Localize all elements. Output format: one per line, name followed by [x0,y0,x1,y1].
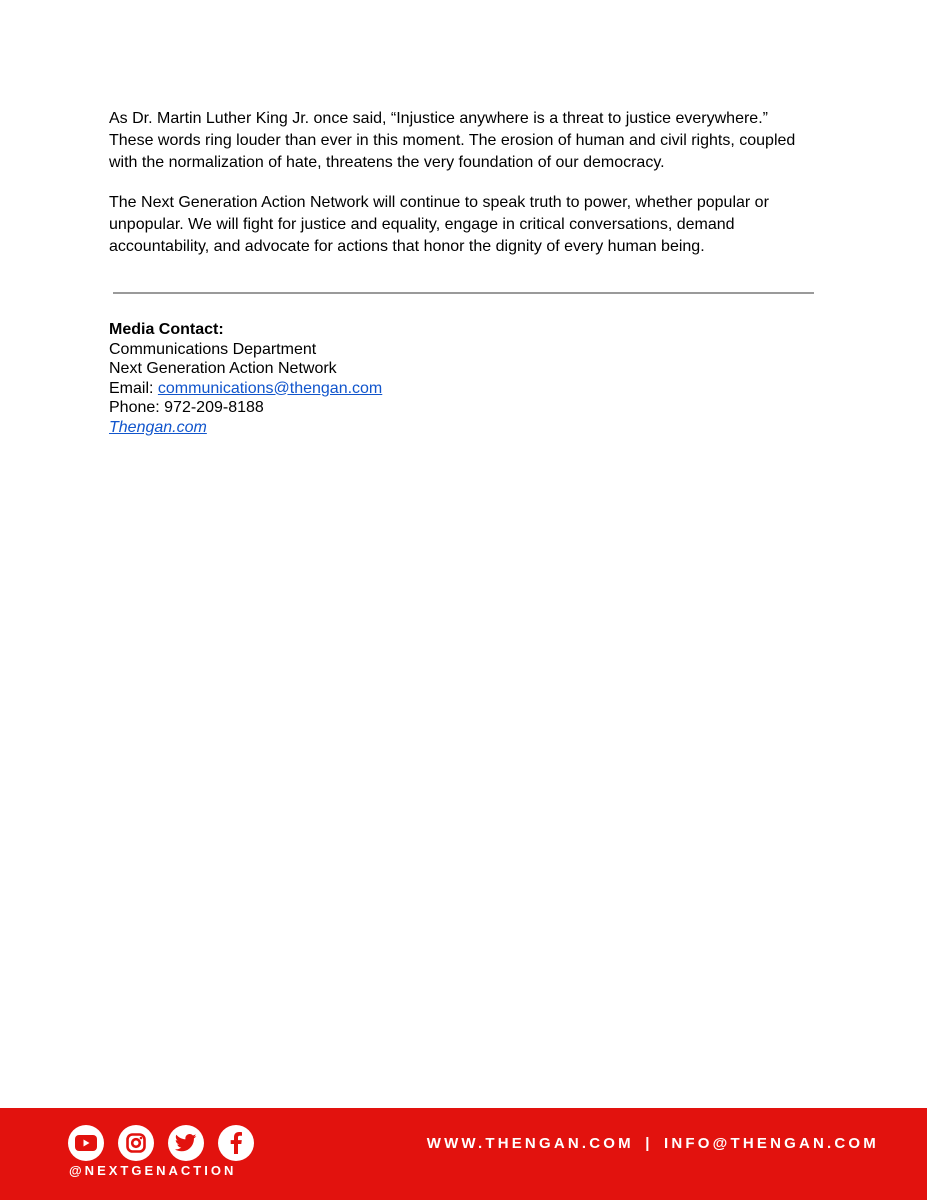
body-paragraph-2: The Next Generation Action Network will continue to speak truth to power, whether popular or unpopular. We will fight for justice and equality, engage in critical conversations, demand accountability, and advocate for actions that honor the dignity of every human being. [109,194,769,255]
instagram-icon[interactable] [118,1125,154,1161]
contact-email-line [109,379,382,399]
social-icons [68,1125,254,1161]
footer-email-link[interactable]: INFO@THENGAN.COM [664,1135,879,1152]
contact-email-link[interactable]: communications@thengan.com [157,379,383,397]
footer-separator: | [645,1135,653,1152]
footer-website-link[interactable]: WWW.THENGAN.COM [426,1135,634,1152]
youtube-icon[interactable] [68,1125,104,1161]
body-paragraph-1: As Dr. Martin Luther King Jr. once said, “Injustice anywhere is a threat to justice everywhere.” These words ring louder than ever in this moment. The erosion of human and civil rights, coupled with the normalization of hate, threatens the very foundation of our democracy. [109,110,796,171]
social-handle: @NEXTGENACTION [69,1163,237,1178]
footer-contact [427,1135,879,1152]
media-contact-block [109,320,382,437]
media-contact-heading: Media Contact: [109,321,224,338]
contact-website-link[interactable]: Thengan.com [109,418,207,436]
contact-email-label: Email: [109,379,158,397]
contact-organization: Next Generation Action Network [109,360,337,377]
twitter-icon[interactable] [168,1125,204,1161]
contact-department: Communications Department [109,340,317,358]
footer-bar [0,1108,927,1200]
facebook-icon[interactable] [218,1125,254,1161]
section-divider [113,292,814,294]
contact-phone: Phone: 972-209-8188 [109,399,264,416]
